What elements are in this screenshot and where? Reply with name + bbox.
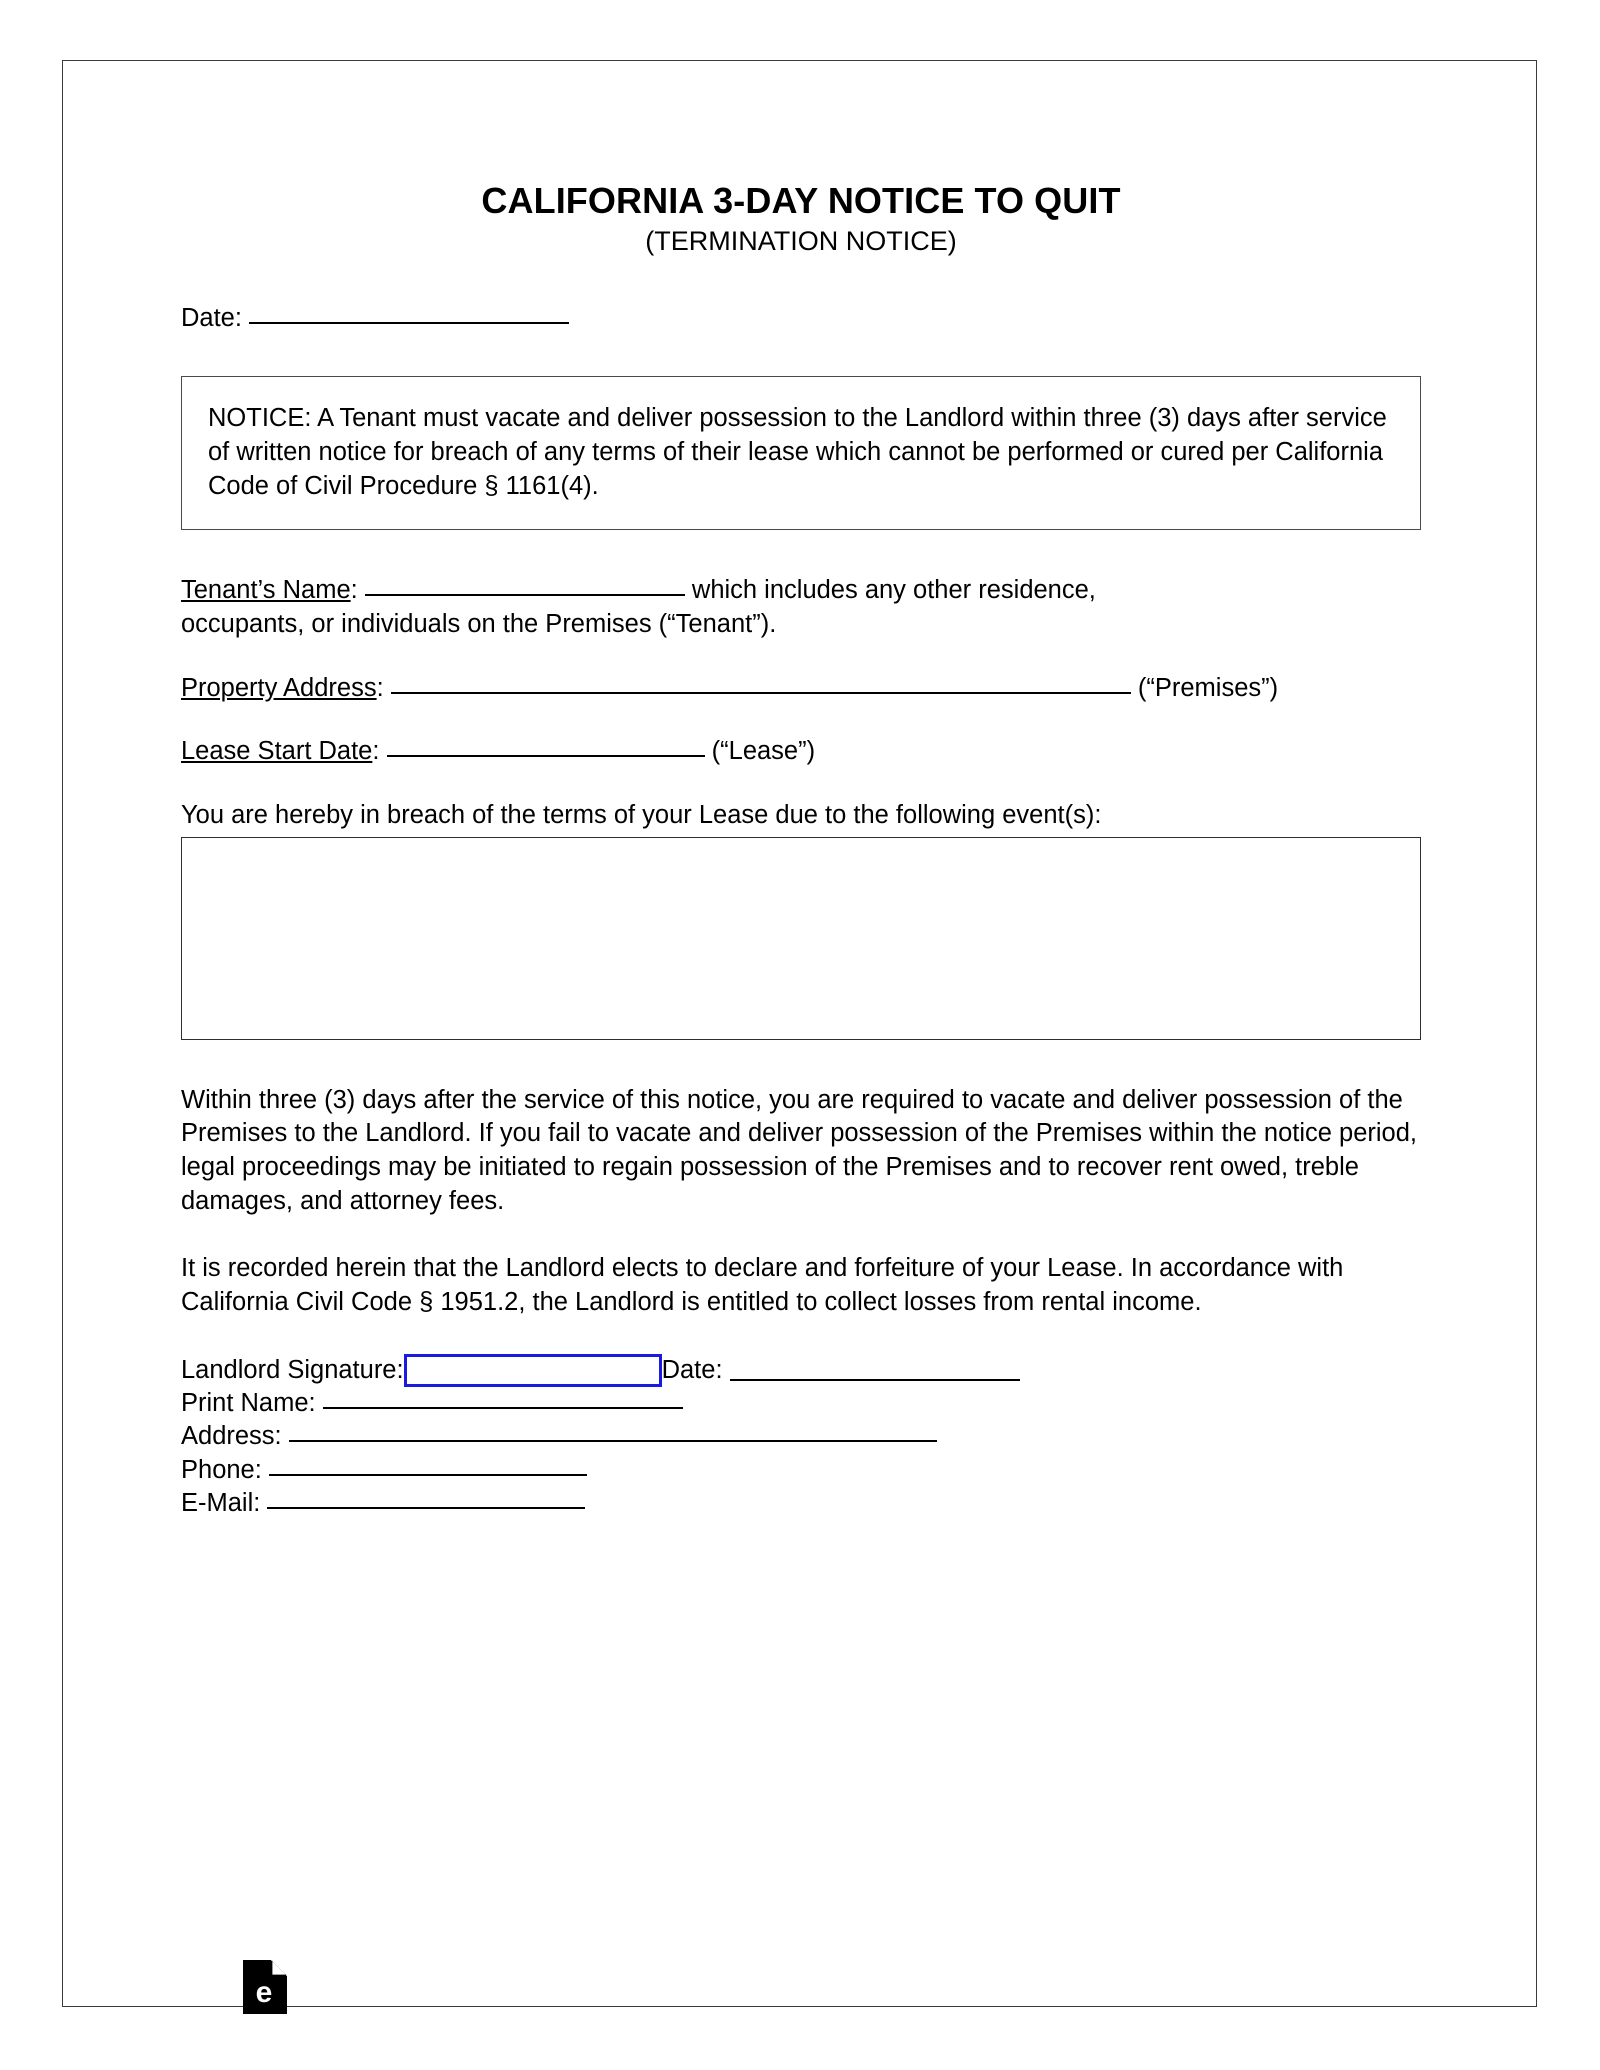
landlord-email-row xyxy=(181,1487,1421,1520)
forfeiture-paragraph: It is recorded herein that the Landlord elects to declare and forfeiture of your Lease. In accordance with California Civil Code § 1951.2, the Landlord is entitled to collect losses from rental income. xyxy=(181,1254,1344,1316)
lease-start-date-input-blank[interactable] xyxy=(387,735,705,757)
lease-start-date-label: Lease Start Date xyxy=(181,737,373,766)
tenant-name-colon: : xyxy=(350,576,358,605)
tenant-name-input-blank[interactable] xyxy=(365,574,685,596)
lease-start-date-colon: : xyxy=(372,737,380,766)
lease-start-date-line xyxy=(181,735,1421,769)
property-address-colon: : xyxy=(376,673,384,702)
page-subtitle: (TERMINATION NOTICE) xyxy=(645,225,957,256)
tenant-name-second-line: occupants, or individuals on the Premises (“Tenant”). xyxy=(181,610,777,639)
date-label: Date: xyxy=(181,304,242,333)
landlord-address-label: Address: xyxy=(181,1422,282,1451)
print-name-label: Print Name: xyxy=(181,1389,316,1418)
page-title: CALIFORNIA 3-DAY NOTICE TO QUIT xyxy=(481,180,1121,221)
property-address-input-blank[interactable] xyxy=(391,672,1131,694)
property-address-line xyxy=(181,672,1421,706)
notice-period-paragraph: Within three (3) days after the service of this notice, you are required to vacate and deliver possession of the Premises to the Landlord. If you fail to vacate and deliver possession of the Premises within the notice period, legal proceedings may be initiated to regain possession of the Premises and to recover rent owed, treble damages, and attorney fees. xyxy=(181,1085,1418,1215)
notice-text: NOTICE: A Tenant must vacate and deliver possession to the Landlord within three (3) days after service of written notice for breach of any terms of their lease which cannot be performed or cured per California Code of Civil Procedure § 1161(4). xyxy=(208,403,1387,501)
property-address-label: Property Address xyxy=(181,673,377,702)
tenant-name-line xyxy=(181,574,1421,608)
property-address-suffix: (“Premises”) xyxy=(1130,673,1279,702)
tenant-name-label: Tenant’s Name xyxy=(181,576,351,605)
landlord-phone-label: Phone: xyxy=(181,1455,262,1484)
landlord-signature-label: Landlord Signature: xyxy=(181,1355,404,1384)
print-name-input-blank[interactable] xyxy=(323,1387,683,1409)
landlord-signature-row xyxy=(181,1354,1421,1388)
svg-text:e: e xyxy=(255,1976,273,2009)
landlord-email-input-blank[interactable] xyxy=(267,1487,585,1509)
document-content xyxy=(181,181,1421,1520)
eforms-document-icon xyxy=(243,1960,287,2014)
breach-prompt-text: You are hereby in breach of the terms of your Lease due to the following event(s): xyxy=(181,801,1102,830)
landlord-phone-input-blank[interactable] xyxy=(269,1454,587,1476)
date-field-row xyxy=(181,302,1421,336)
property-address-field xyxy=(181,672,1421,706)
landlord-email-label: E-Mail: xyxy=(181,1488,261,1517)
breach-events-textbox[interactable] xyxy=(181,837,1421,1040)
landlord-signature-input[interactable] xyxy=(404,1354,662,1387)
lease-start-date-suffix: (“Lease”) xyxy=(704,737,816,766)
landlord-address-row xyxy=(181,1420,1421,1453)
tenant-name-suffix: which includes any other residence, xyxy=(684,576,1096,605)
print-name-row xyxy=(181,1387,1421,1420)
landlord-phone-row xyxy=(181,1454,1421,1487)
date-input-blank[interactable] xyxy=(249,302,569,324)
document-page xyxy=(62,60,1537,2007)
tenant-name-field xyxy=(181,574,1421,641)
landlord-address-input-blank[interactable] xyxy=(289,1420,937,1442)
notice-callout-box xyxy=(181,376,1421,530)
signature-date-input-blank[interactable] xyxy=(730,1359,1020,1381)
signature-date-label: Date: xyxy=(661,1355,723,1384)
landlord-signature-block xyxy=(181,1354,1421,1520)
lease-start-date-field xyxy=(181,735,1421,769)
